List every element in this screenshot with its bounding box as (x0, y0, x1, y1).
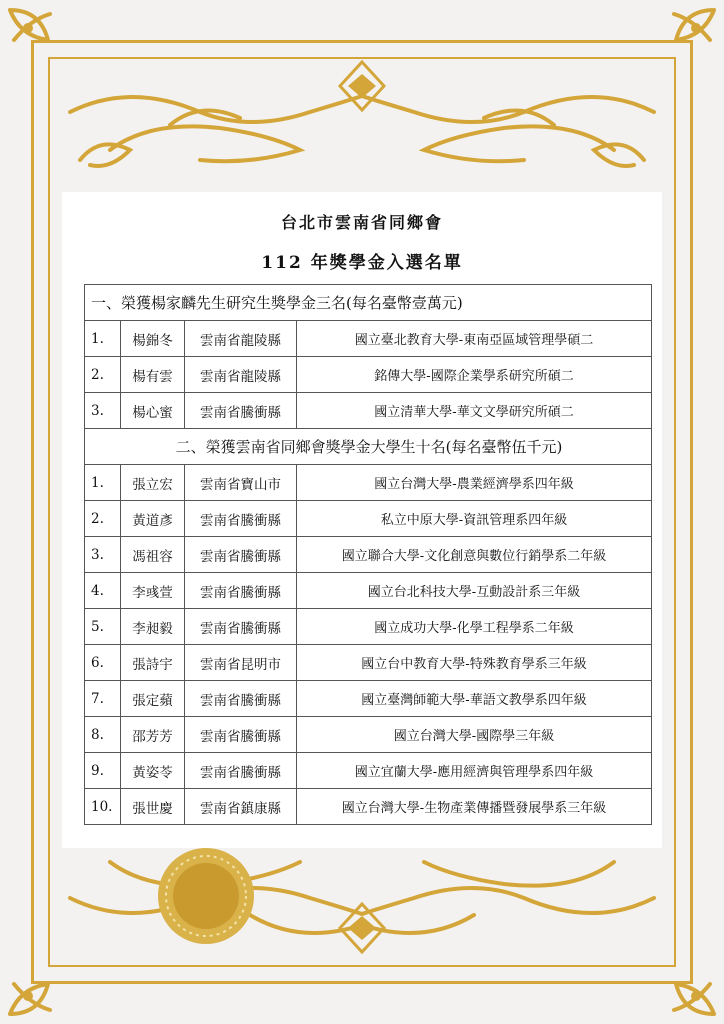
school-department: 國立成功大學-化學工程學系二年級 (297, 609, 652, 645)
school-department: 銘傳大學-國際企業學系研究所碩二 (297, 357, 652, 393)
school-department: 國立宜蘭大學-應用經濟與管理學系四年級 (297, 753, 652, 789)
hometown: 雲南省騰衝縣 (185, 753, 297, 789)
row-number: 9. (85, 753, 121, 789)
school-department: 國立臺北教育大學-東南亞區域管理學碩二 (297, 321, 652, 357)
school-department: 私立中原大學-資訊管理系四年級 (297, 501, 652, 537)
hometown: 雲南省騰衝縣 (185, 717, 297, 753)
recipient-name: 張立宏 (121, 465, 185, 501)
table-row (85, 501, 652, 537)
table-row (85, 465, 652, 501)
table-row (85, 717, 652, 753)
hometown: 雲南省騰衝縣 (185, 501, 297, 537)
row-number: 6. (85, 645, 121, 681)
recipient-name: 黃道彥 (121, 501, 185, 537)
recipient-name: 馮祖容 (121, 537, 185, 573)
school-department: 國立台灣大學-生物產業傳播暨發展學系三年級 (297, 789, 652, 825)
hometown: 雲南省龍陵縣 (185, 321, 297, 357)
row-number: 7. (85, 681, 121, 717)
table-row (85, 753, 652, 789)
recipient-name: 李彧萱 (121, 573, 185, 609)
hometown: 雲南省騰衝縣 (185, 681, 297, 717)
document-subtitle: 112 年獎學金入選名單 (261, 253, 463, 273)
recipient-name: 張世慶 (121, 789, 185, 825)
row-number: 1. (85, 321, 121, 357)
recipient-name: 楊心蜜 (121, 393, 185, 429)
hometown: 雲南省騰衝縣 (185, 609, 297, 645)
row-number: 4. (85, 573, 121, 609)
school-department: 國立台中教育大學-特殊教育學系三年級 (297, 645, 652, 681)
table-row (85, 789, 652, 825)
school-department: 國立聯合大學-文化創意與數位行銷學系二年級 (297, 537, 652, 573)
section-heading-row (85, 285, 652, 321)
hometown: 雲南省騰衝縣 (185, 393, 297, 429)
hometown: 雲南省鎮康縣 (185, 789, 297, 825)
section-2-heading: 二、榮獲雲南省同鄉會獎學金大學生十名(每名臺幣伍千元) (85, 429, 652, 465)
hometown: 雲南省昆明市 (185, 645, 297, 681)
table-row (85, 537, 652, 573)
hometown: 雲南省龍陵縣 (185, 357, 297, 393)
hometown: 雲南省騰衝縣 (185, 537, 297, 573)
recipient-name: 張定蘋 (121, 681, 185, 717)
row-number: 5. (85, 609, 121, 645)
table-row (85, 357, 652, 393)
row-number: 8. (85, 717, 121, 753)
recipient-name: 楊有雲 (121, 357, 185, 393)
hometown: 雲南省騰衝縣 (185, 573, 297, 609)
recipient-name: 李昶毅 (121, 609, 185, 645)
row-number: 3. (85, 537, 121, 573)
recipient-name: 黃姿苓 (121, 753, 185, 789)
row-number: 2. (85, 357, 121, 393)
school-department: 國立台北科技大學-互動設計系三年級 (297, 573, 652, 609)
school-department: 國立臺灣師範大學-華語文教學系四年級 (297, 681, 652, 717)
recipient-name: 楊錦冬 (121, 321, 185, 357)
table-row (85, 321, 652, 357)
row-number: 1. (85, 465, 121, 501)
recipient-name: 張詩宇 (121, 645, 185, 681)
document-title: 台北市雲南省同鄉會 (280, 213, 443, 232)
school-department: 國立台灣大學-農業經濟學系四年級 (297, 465, 652, 501)
table-row (85, 573, 652, 609)
table-row (85, 681, 652, 717)
section-1-heading: 一、榮獲楊家麟先生研究生獎學金三名(每名臺幣壹萬元) (85, 285, 652, 321)
table-row (85, 645, 652, 681)
school-department: 國立台灣大學-國際學三年級 (297, 717, 652, 753)
school-department: 國立清華大學-華文文學研究所碩二 (297, 393, 652, 429)
document-panel (62, 192, 662, 848)
hometown: 雲南省寶山市 (185, 465, 297, 501)
row-number: 3. (85, 393, 121, 429)
row-number: 2. (85, 501, 121, 537)
scholarship-table (84, 284, 652, 825)
section-heading-row (85, 429, 652, 465)
table-row (85, 609, 652, 645)
row-number: 10. (85, 789, 121, 825)
recipient-name: 邵芳芳 (121, 717, 185, 753)
table-row (85, 393, 652, 429)
